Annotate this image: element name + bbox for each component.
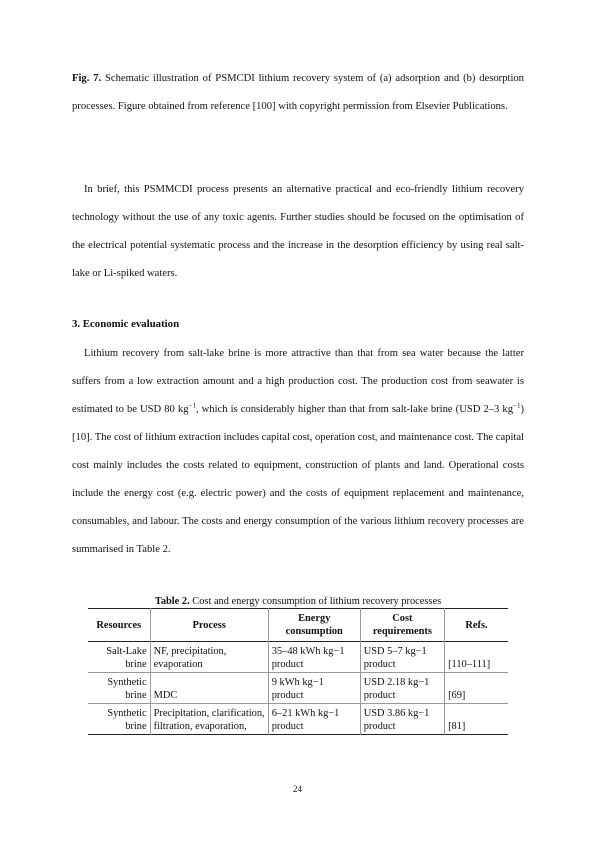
header-refs: Refs. [445,609,508,642]
superscript-1: −1 [188,401,196,410]
header-cost: Cost requirements [360,609,444,642]
cell-process: Precipitation, clarification, filtration, evaporation, [150,704,268,735]
paragraph-2-text-1: Lithium recovery from salt-lake brine is more attractive than that from sea water because the latter suffers from a low extraction amount and a high production cost. The production cost from seawater is estimated to be USD 80 kg [72,348,524,415]
figure-caption-label: Fig. 7. [72,73,102,84]
table-title [88,596,508,607]
cell-refs: [69] [445,673,508,704]
body-paragraph-1: In brief, this PSMMCDI process presents an alternative practical and eco-friendly lithium recovery technology without the use of any toxic agents. Further studies should be focused on the optimisation of the electrical potential systematic process and the increase in the desorption efficiency by using real salt-lake or Li-spiked waters. [72,184,524,279]
cell-refs: [81] [445,704,508,735]
superscript-2: −1 [513,401,521,410]
cell-resource: Synthetic brine [107,708,147,732]
cell-energy: 35–48 kWh kg−1 product [268,642,360,673]
figure-caption-text: Schematic illustration of PSMCDI lithium recovery system of (a) adsorption and (b) desorption processes. Figure obtained from reference [100] with copyright permission from Elsevier Publications. [72,73,524,112]
header-energy: Energy consumption [268,609,360,642]
cost-table [88,608,508,735]
cell-refs: [110–111] [445,642,508,673]
table-row [88,704,508,735]
section-heading: 3. Economic evaluation [72,318,180,330]
cell-cost: USD 3.86 kg−1 product [360,704,444,735]
cell-cost: USD 5–7 kg−1 product [360,642,444,673]
cell-resource: Synthetic brine [107,677,147,701]
cell-energy: 6–21 kWh kg−1 product [268,704,360,735]
table-title-text: Cost and energy consumption of lithium recovery processes [189,596,442,607]
figure-caption [72,65,524,121]
table-row [88,673,508,704]
cell-energy: 9 kWh kg−1 product [268,673,360,704]
header-process: Process [150,609,268,642]
table-row [88,642,508,673]
table-title-label: Table 2. [154,596,190,607]
header-resources: Resources [96,619,142,631]
table-header-row [88,609,508,642]
paragraph-2-text-2: , which is considerably higher than that from salt-lake brine (USD 2–3 kg [195,404,513,415]
cell-cost: USD 2.18 kg−1 product [360,673,444,704]
body-paragraph-2 [72,340,524,564]
cell-process: NF, precipitation, evaporation [150,642,268,673]
cell-process: MDC [150,673,268,704]
paragraph-2-text-3: ) [10]. The cost of lithium extraction includes capital cost, operation cost, and maintenance cost. The capital cost mainly includes the costs related to equipment, construction of plants and land. Operational costs include the energy cost (e.g. electric power) and the costs of equipment replacement and maintenance, consumables, and labour. The costs and energy consumption of the various lithium recovery processes are summarised in Table 2. [72,404,524,555]
cell-resource: Salt-Lake brine [106,646,147,670]
page-number: 24 [293,784,302,794]
